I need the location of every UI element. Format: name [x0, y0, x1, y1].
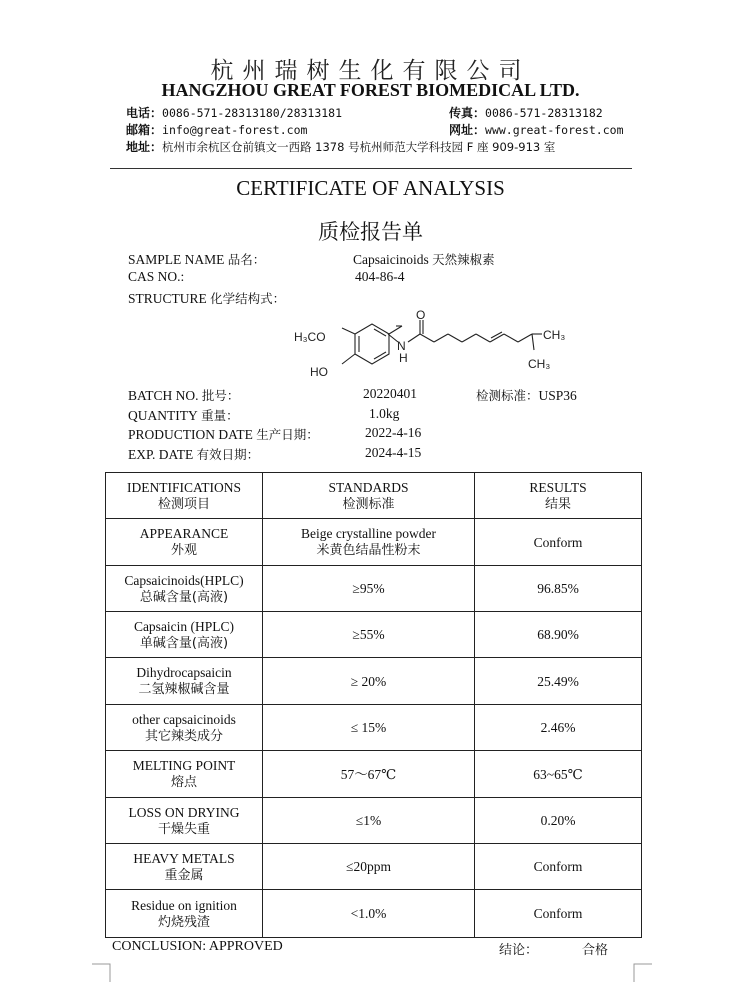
row-result: 68.90%	[475, 612, 642, 658]
expiry-date-label-en: EXP. DATE	[128, 447, 194, 462]
sample-name-label	[128, 250, 265, 268]
address-line	[126, 138, 555, 155]
sample-name-value-cn: 天然辣椒素	[432, 252, 495, 267]
conclusion-label-cn: 结论：	[499, 943, 539, 958]
table-header-row	[106, 473, 642, 519]
address-label: 地址：	[126, 140, 163, 154]
production-date-value: 2022-4-16	[365, 425, 422, 440]
row-item	[106, 798, 263, 844]
quantity-label-cn: 重量：	[201, 408, 239, 423]
email-label: 邮箱：	[126, 123, 163, 137]
header-divider	[110, 168, 632, 169]
header-standards-en: STANDARDS	[328, 479, 409, 495]
header-identifications-en: IDENTIFICATIONS	[127, 479, 241, 495]
row-item-cn: 灼烧残渣	[157, 914, 210, 930]
table-row	[106, 566, 642, 612]
company-name-cn: 杭州瑞树生化有限公司	[210, 58, 531, 84]
header-identifications	[106, 473, 263, 519]
email-value: info@great-forest.com	[162, 123, 308, 137]
sample-name-label-cn: 品名：	[227, 252, 266, 267]
fax-label: 传真：	[449, 106, 486, 120]
row-item-en: MELTING POINT	[132, 758, 236, 773]
row-item-cn: 熔点	[170, 775, 197, 790]
cas-label: CAS NO.:	[128, 269, 185, 284]
fax-value: 0086-571-28313182	[485, 106, 603, 120]
phone-line	[126, 104, 342, 121]
quantity-label	[128, 406, 239, 424]
sample-name-value	[353, 250, 495, 268]
row-item-en: Capsaicin (HPLC)	[133, 618, 235, 634]
row-standard: ≥95%	[263, 566, 475, 612]
email-line	[126, 121, 307, 138]
row-item-en: Residue on ignition	[131, 897, 237, 913]
quantity-label-en: QUANTITY	[128, 408, 198, 423]
test-standard	[476, 386, 577, 404]
sample-name-value-en: Capsaicinoids	[353, 252, 429, 267]
structure-ho-label: HO	[310, 365, 328, 379]
row-item-en: LOSS ON DRYING	[128, 804, 240, 820]
row-item	[106, 890, 263, 938]
row-item	[106, 705, 263, 751]
batch-value: 20220401	[363, 386, 417, 401]
fax-line	[449, 104, 603, 121]
document-title: CERTIFICATE OF ANALYSIS	[236, 176, 505, 200]
row-item	[106, 658, 263, 705]
chemical-structure-diagram	[280, 306, 580, 384]
table-row	[106, 798, 642, 844]
conclusion-value-cn: 合格	[582, 943, 609, 958]
header-standards-cn: 检测标准	[342, 496, 395, 512]
row-item-cn: 二氢辣椒碱含量	[138, 682, 230, 697]
production-date-label-en: PRODUCTION DATE	[128, 427, 253, 442]
analysis-table	[105, 472, 642, 938]
row-result: 0.20%	[475, 798, 642, 844]
structure-h3co-label: H₃CO	[294, 330, 326, 344]
table-row	[106, 751, 642, 798]
row-item-cn: 重金属	[164, 867, 204, 883]
expiry-date-label	[128, 445, 259, 463]
row-standard: ≤ 15%	[263, 705, 475, 751]
structure-n-label: N	[397, 339, 406, 353]
row-standard: ≤20ppm	[263, 844, 475, 890]
structure-ch3-label-b: CH₃	[528, 357, 551, 371]
table-row	[106, 705, 642, 751]
structure-label-en: STRUCTURE	[128, 291, 207, 306]
row-standard-cn: 米黄色结晶性粉末	[316, 543, 421, 558]
header-standards	[263, 473, 475, 519]
page-corner-mark-right	[632, 962, 652, 982]
row-result: 2.46%	[475, 705, 642, 751]
structure-label-cn: 化学结构式：	[210, 291, 286, 306]
row-result: 25.49%	[475, 658, 642, 705]
row-item-cn: 其它辣类成分	[144, 728, 223, 744]
header-identifications-cn: 检测项目	[157, 496, 210, 512]
row-standard: 57～67℃	[263, 751, 475, 798]
row-item-en: HEAVY METALS	[133, 850, 235, 866]
expiry-date-label-cn: 有效日期：	[196, 447, 260, 462]
structure-label	[128, 289, 285, 307]
phone-label: 电话：	[126, 106, 163, 120]
row-item	[106, 519, 263, 566]
quantity-value: 1.0kg	[369, 406, 400, 421]
row-item-en: APPEARANCE	[139, 526, 229, 541]
structure-ch3-label-a: CH₃	[543, 328, 566, 342]
row-standard: ≤1%	[263, 798, 475, 844]
row-item-en: other capsaicinoids	[132, 711, 236, 727]
table-row	[106, 612, 642, 658]
production-date-label	[128, 425, 319, 443]
table-row	[106, 844, 642, 890]
row-result: 96.85%	[475, 566, 642, 612]
table-row	[106, 658, 642, 705]
row-item	[106, 751, 263, 798]
cas-value: 404-86-4	[355, 269, 405, 284]
phone-value: 0086-571-28313180/28313181	[162, 106, 343, 120]
address-value: 杭州市余杭区仓前镇文一西路 1378 号杭州师范大学科技园 F 座 909-913 室	[162, 140, 556, 154]
row-result: Conform	[475, 890, 642, 938]
header-results	[475, 473, 642, 519]
header-results-en: RESULTS	[529, 479, 587, 495]
table-row	[106, 890, 642, 938]
row-standard-en: Beige crystalline powder	[301, 526, 436, 541]
table-row	[106, 519, 642, 566]
web-value: www.great-forest.com	[485, 123, 624, 137]
expiry-date-value: 2024-4-15	[365, 445, 422, 460]
document-title-cn: 质检报告单	[318, 220, 423, 244]
row-item-en: Capsaicinoids(HPLC)	[124, 572, 244, 588]
row-item-en: Dihydrocapsaicin	[136, 665, 232, 680]
row-item	[106, 844, 263, 890]
row-item-cn: 单碱含量(高液)	[139, 635, 229, 651]
row-standard: ≥ 20%	[263, 658, 475, 705]
sample-name-label-en: SAMPLE NAME	[128, 252, 225, 267]
production-date-label-cn: 生产日期：	[256, 427, 319, 442]
conclusion-label: CONCLUSION: APPROVED	[112, 939, 283, 954]
batch-label-cn: 批号：	[201, 388, 240, 403]
header-results-cn: 结果	[544, 496, 571, 512]
test-standard-value: USP36	[538, 388, 577, 403]
row-item-cn: 总碱含量(高液)	[139, 589, 229, 605]
batch-label-en: BATCH NO.	[128, 388, 199, 403]
structure-h-label: H	[399, 351, 408, 365]
test-standard-label: 检测标准：	[476, 388, 539, 403]
row-standard: <1.0%	[263, 890, 475, 938]
row-result: Conform	[475, 844, 642, 890]
page-corner-mark-left	[92, 962, 112, 982]
row-item-cn: 外观	[170, 543, 197, 558]
structure-o-label: O	[416, 308, 426, 322]
row-item	[106, 612, 263, 658]
row-standard: ≥55%	[263, 612, 475, 658]
web-label: 网址：	[449, 123, 486, 137]
batch-label	[128, 386, 239, 404]
row-item	[106, 566, 263, 612]
row-standard	[263, 519, 475, 566]
web-line	[449, 121, 624, 138]
row-item-cn: 干燥失重	[157, 821, 210, 837]
company-name-en: HANGZHOU GREAT FOREST BIOMEDICAL LTD.	[161, 80, 580, 100]
row-result: 63~65℃	[475, 751, 642, 798]
row-result: Conform	[475, 519, 642, 566]
